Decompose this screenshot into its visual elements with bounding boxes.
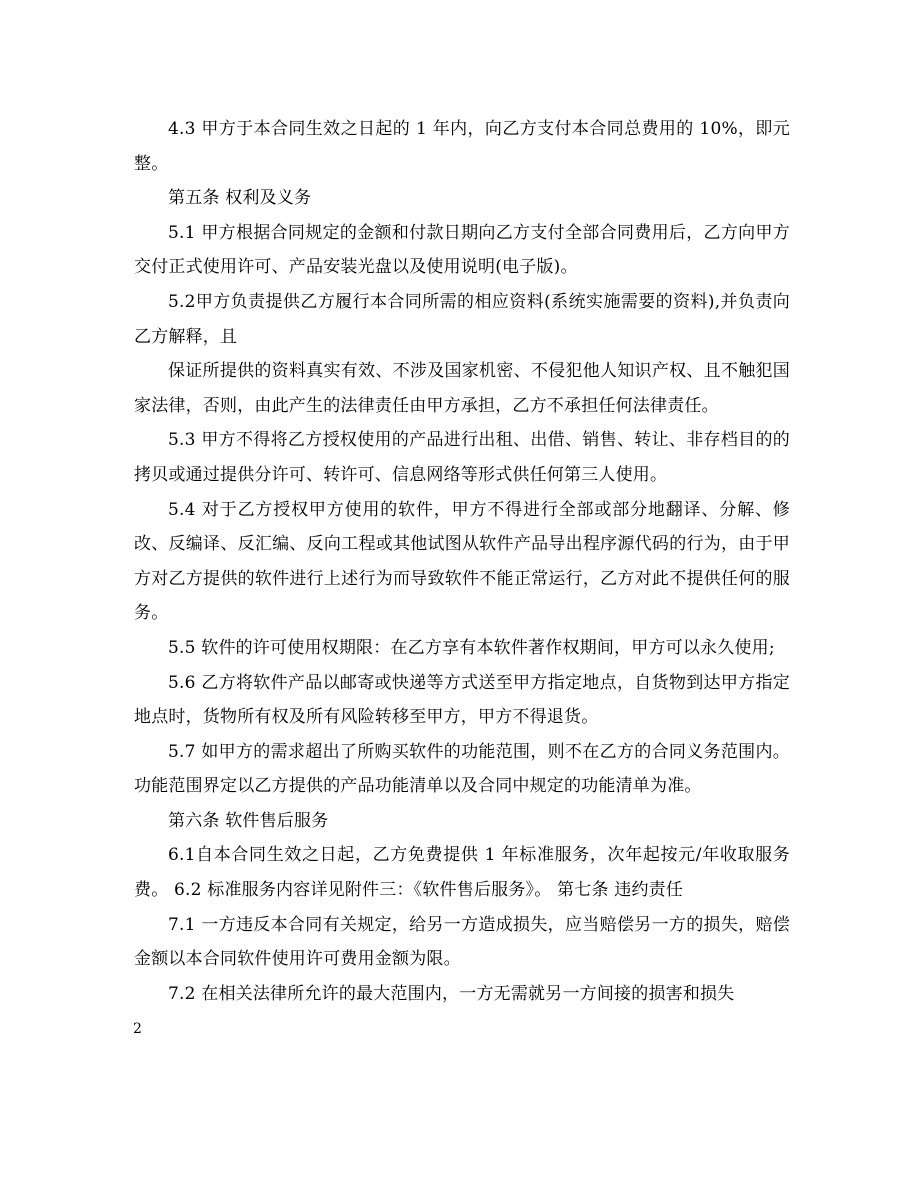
clause-5-1: 5.1 甲方根据合同规定的金额和付款日期向乙方支付全部合同费用后，乙方向甲方交付正式使用许可、产品安装光盘以及使用说明(电子版)。: [134, 222, 790, 278]
clause-5-4: 5.4 对于乙方授权甲方使用的软件，甲方不得进行全部或部分地翻译、分解、修改、反编译、反汇编、反向工程或其他试图从软件产品导出程序源代码的行为，由于甲方对乙方提供的软件进行上述行为而导致软件不能正常运行，乙方对此不提供任何的服务。: [134, 499, 790, 624]
clause-5-5: 5.5 软件的许可使用权期限：在乙方享有本软件著作权期间，甲方可以永久使用;: [168, 637, 775, 658]
clause-5-2: 5.2甲方负责提供乙方履行本合同所需的相应资料(系统实施需要的资料),并负责向乙方解释，且: [134, 291, 790, 347]
clause-5-2-continued: 保证所提供的资料真实有效、不涉及国家机密、不侵犯他人知识产权、且不触犯国家法律，否则，由此产生的法律责任由甲方承担，乙方不承担任何法律责任。: [134, 361, 790, 416]
article-5-heading: 第五条 权利及义务: [168, 188, 312, 209]
clause-7-1: 7.1 一方违反本合同有关规定，给另一方造成损失，应当赔偿另一方的损失，赔偿金额以本合同软件使用许可费用金额为限。: [134, 914, 790, 970]
clause-7-2: 7.2 在相关法律所允许的最大范围内，一方无需就另一方间接的损害和损失: [168, 983, 735, 1004]
page-number: 2: [133, 1021, 142, 1037]
clause-4-3: 4.3 甲方于本合同生效之日起的 1 年内，向乙方支付本合同总费用的 10%，即元整。: [134, 119, 790, 174]
clause-5-6: 5.6 乙方将软件产品以邮寄或快递等方式送至甲方指定地点，自货物到达甲方指定地点时，货物所有权及所有风险转移至甲方，甲方不得退货。: [134, 672, 790, 728]
clause-5-3: 5.3 甲方不得将乙方授权使用的产品进行出租、出借、销售、转让、非存档目的的拷贝或通过提供分许可、转许可、信息网络等形式供任何第三人使用。: [134, 430, 790, 485]
clause-5-7: 5.7 如甲方的需求超出了所购买软件的功能范围，则不在乙方的合同义务范围内。功能范围界定以乙方提供的产品功能清单以及合同中规定的功能清单为准。: [134, 741, 790, 797]
contract-body: [134, 112, 790, 1011]
article-6-heading: 第六条 软件售后服务: [168, 810, 329, 831]
clause-6-1: 6.1自本合同生效之日起，乙方免费提供 1 年标准服务，次年起按元/年收取服务费。 6.2 标准服务内容详见附件三：《软件售后服务》。 第七条 违约责任: [134, 845, 790, 901]
